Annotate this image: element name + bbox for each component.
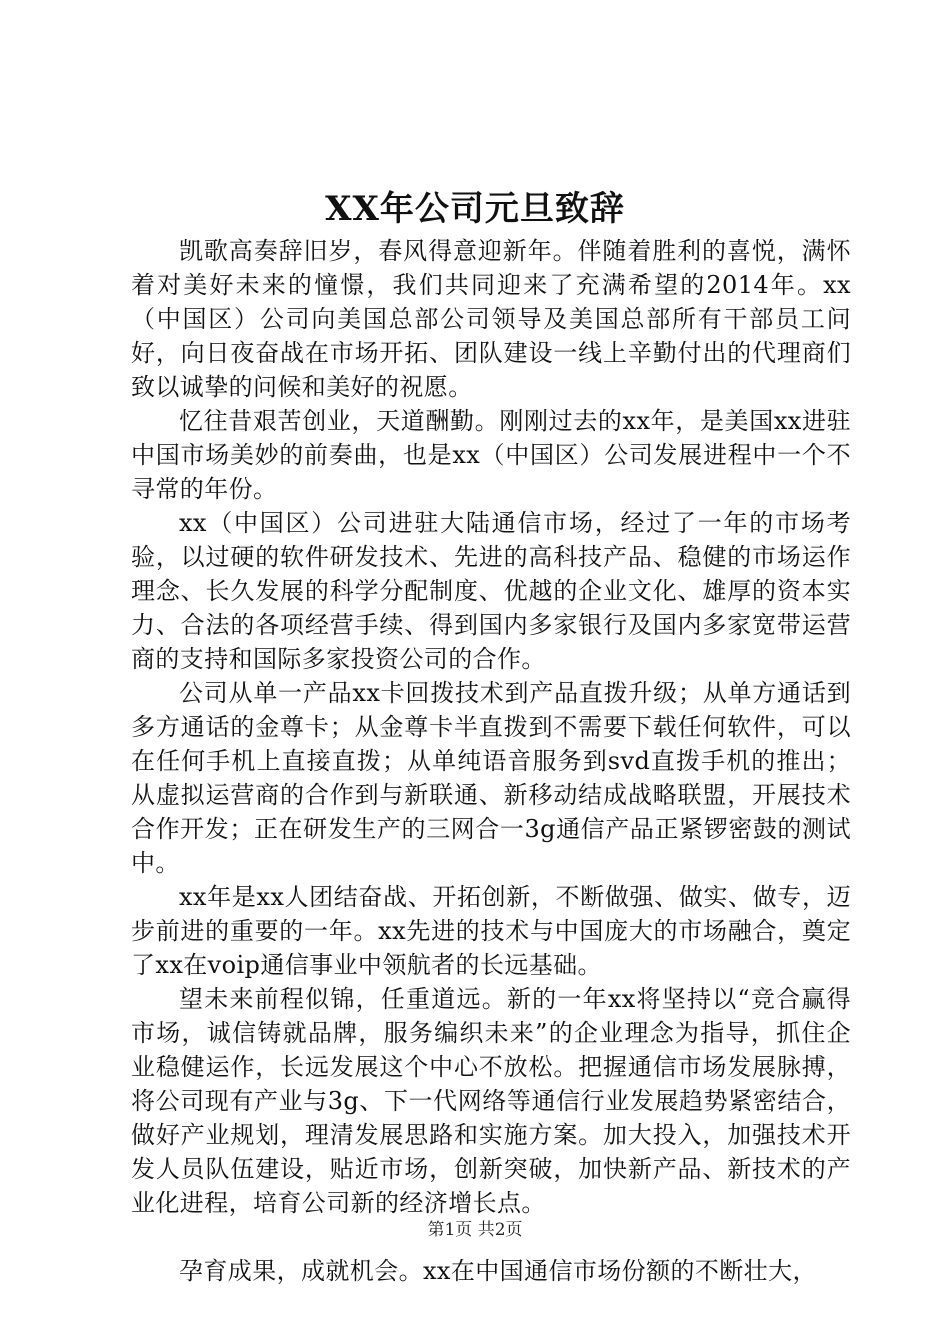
paragraph-3: xx（中国区）公司进驻大陆通信市场，经过了一年的市场考验，以过硬的软件研发技术、先进的高科技产品、稳健的市场运作理念、长久发展的科学分配制度、优越的企业文化、雄厚的资本实力、合法的各项经营手续、得到国内多家银行及国内多家宽带运营商的支持和国际多家投资公司的合作。 — [131, 509, 851, 673]
paragraph-6: 望未来前程似锦，任重道远。新的一年xx将坚持以“竞合赢得市场，诚信铸就品牌，服务编织未来”的企业理念为指导，抓住企业稳健运作，长远发展这个中心不放松。把握通信市场发展脉搏，将公司现有产业与3g、下一代网络等通信行业发展趋势紧密结合，做好产业规划，理清发展思路和实施方案。加大投入，加强技术开发人员队伍建设，贴近市场，创新突破，加快新产品、新技术的产业化进程，培育公司新的经济增长点。 — [131, 985, 851, 1217]
paragraph-5: xx年是xx人团结奋战、开拓创新，不断做强、做实、做专，迈步前进的重要的一年。xx先进的技术与中国庞大的市场融合，奠定了xx在voip通信事业中领航者的长远基础。 — [131, 883, 851, 979]
paragraph-4: 公司从单一产品xx卡回拨技术到产品直拨升级；从单方通话到多方通话的金尊卡；从金尊卡半直拨到不需要下载任何软件，可以在任何手机上直接直拨；从单纯语音服务到svd直拨手机的推出；从虚拟运营商的合作到与新联通、新移动结成战略联盟，开展技术合作开发；正在研发生产的三网合一3g通信产品正紧锣密鼓的测试中。 — [131, 679, 851, 877]
paragraph-2: 忆往昔艰苦创业，天道酬勤。刚刚过去的xx年，是美国xx进驻中国市场美妙的前奏曲，也是xx（中国区）公司发展进程中一个不寻常的年份。 — [131, 407, 851, 503]
page-indicator: 第1页 共2页 — [427, 1220, 523, 1240]
document-body — [131, 234, 851, 1288]
paragraph-1: 凯歌高奏辞旧岁，春风得意迎新年。伴随着胜利的喜悦，满怀着对美好未来的憧憬，我们共同迎来了充满希望的2014年。xx（中国区）公司向美国总部公司领导及美国总部所有干部员工问好，向日夜奋战在市场开拓、团队建设一线上辛勤付出的代理商们致以诚挚的问候和美好的祝愿。 — [131, 237, 851, 401]
document-title: XX年公司元旦致辞 — [325, 189, 625, 229]
paragraph-7: 孕育成果，成就机会。xx在中国通信市场份额的不断壮大， — [179, 1257, 817, 1285]
